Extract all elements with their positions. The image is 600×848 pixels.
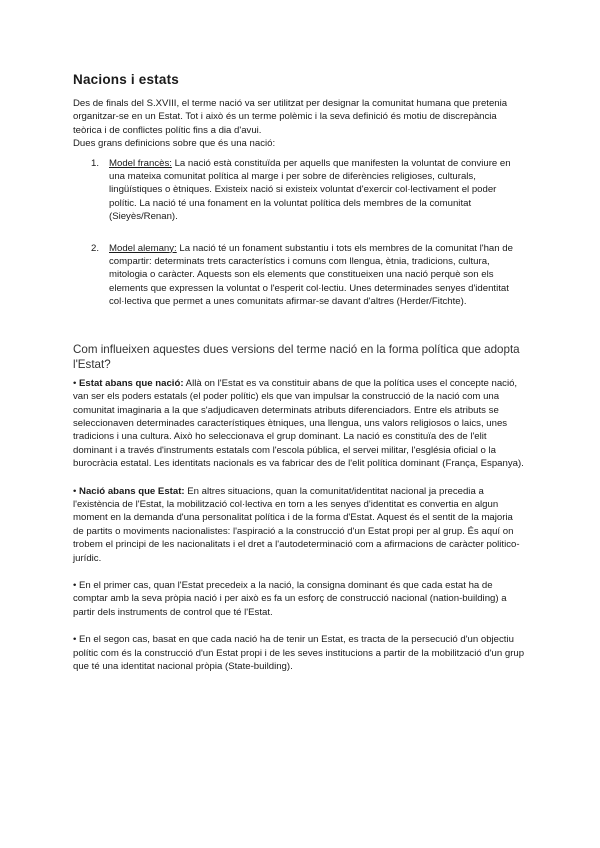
bullet-text: Allà on l'Estat es va constituir abans de que la política uses el concepte nació, van ser els poders estatals (el poder polític) els que van impulsar la construcció de la nació com una comunitat imaginaria a la que s'adjudicaven determinats atributs diferenciadors. Entre els atributs se seleccionaven determinades característiques ètniques, una llengua, uns valors religiosos o laics, unes tradicions i una cultura. Això ho seleccionava el grup dominant. La nació es constituïa des de l'elit dominant i a través d'instruments estatals com l'escola pública, el servei militar, l'església oficial o la burocràcia estatal. Les identitats nacionals es va fabricar des de l'elit política dominant (França, Espanya). bbox=[73, 377, 524, 470]
model-label: Model francès: bbox=[109, 157, 172, 169]
bullet-primer-cas bbox=[73, 579, 525, 619]
bullet-glyph: • bbox=[73, 377, 80, 389]
bullet-segon-cas bbox=[73, 633, 525, 673]
intro-definitions-line: Dues grans definicions sobre que és una nació: bbox=[73, 138, 276, 150]
intro-paragraph: Des de finals del S.XVIII, el terme nació va ser utilitzat per designar la comunitat humana que pretenia organitzar-se en un Estat. Tot i això és un terme polèmic i la seva definició és motiu de discrepància teòrica i de conflictes polític fins a dia d'avui. bbox=[73, 98, 508, 136]
document-content bbox=[73, 72, 525, 673]
bullet-text: En altres situacions, quan la comunitat/identitat nacional ja precedia a l'existència de l'Estat, la mobilització col·lectiva en torn a les senyes d'identitat es convertia en algun moment en la demanda d'una personalitat política i de la forma d'Estat. Aquest és el sentit de la majoria de partits o moviments nacionalistes: l'aspiració a la construcció d'un Estat propi per al grup. És aquí on trobem el principi de les nacionalitats i el dret a l'autodeterminació com a afirmacions de caràcter politico-jurídic. bbox=[73, 485, 520, 564]
bullet-estat-abans-nacio bbox=[73, 377, 525, 471]
bullet-text: En el segon cas, basat en que cada nació ha de tenir un Estat, es tracta de la persecució d'un objectiu polític com és la construcció d'un Estat propi i de les seves institucions a partir de la mobilització d'un grup que té una identitat nacional pròpia (State-building). bbox=[73, 634, 525, 672]
definitions-list bbox=[73, 157, 525, 309]
bullet-glyph: • bbox=[73, 485, 80, 497]
bullet-bold-label: Nació abans que Estat: bbox=[79, 485, 185, 497]
bullet-glyph: • bbox=[73, 634, 80, 646]
list-item-model-alemany bbox=[73, 242, 525, 309]
list-number: 1. bbox=[91, 157, 100, 169]
model-text: La nació està constituïda per aquells que manifesten la voluntat de conviure en una mateixa comunitat política al marge i per sobre de diferències religioses, culturals, lingüístiques o ètniques. Existeix nació si existeix voluntat d'exercir col·lectivament el poder polític. La nació té una fonament en la voluntat política dels membres de la comunitat (Sieyès/Renan). bbox=[109, 157, 511, 223]
list-item-model-frances bbox=[73, 157, 525, 224]
list-number: 2. bbox=[91, 242, 100, 254]
model-label: Model alemany: bbox=[109, 242, 177, 254]
section-question-heading: Com influeixen aquestes dues versions del terme nació en la forma política que adopta l'Estat? bbox=[73, 342, 520, 371]
bullet-glyph: • bbox=[73, 579, 80, 591]
model-text: La nació té un fonament substantiu i tots els membres de la comunitat l'han de compartir: determinats trets característics i comuns com llengua, ètnia, tradicions, cultura, mitologia o caràcter. Aquests son els elements que constitueixen una nació perquè son els elements que expressen la voluntat o l'esperit col·lectiu. Unes determinades senyes d'identitat col·lectiva que permet a unes comunitats afirmar-se davant d'altres (Herder/Fitchte). bbox=[109, 242, 513, 308]
bullet-text: En el primer cas, quan l'Estat precedeix a la nació, la consigna dominant és que cada estat ha de comptar amb la seva pròpia nació i per això es fa un esforç de construcció nacional (nation-building) a partir dels instruments de control que té l'Estat. bbox=[73, 579, 507, 618]
bullet-nacio-abans-estat bbox=[73, 485, 525, 565]
page-title: Nacions i estats bbox=[73, 72, 179, 87]
bullet-bold-label: Estat abans que nació: bbox=[79, 377, 184, 389]
